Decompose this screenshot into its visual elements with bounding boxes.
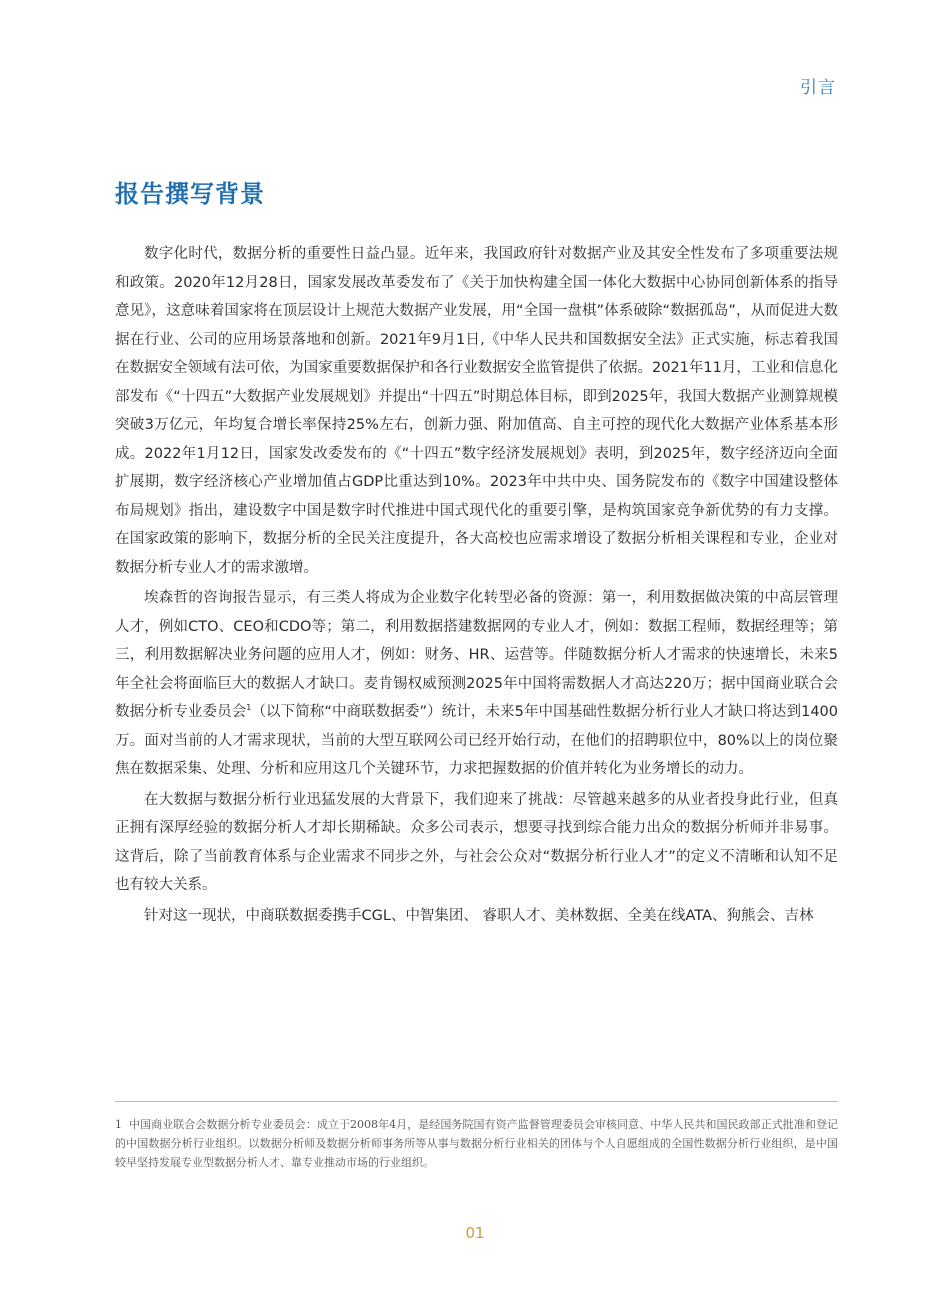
footnote-number: 1 bbox=[115, 1118, 122, 1131]
paragraph-2-text-after-note: （以下简称“中商联数据委”）统计，未来5年中国基础性数据分析行业人才缺口将达到1400万。面对当前的人才需求现状，当前的大型互联网公司已经开始行动，在他们的招聘职位中，80%以上的岗位聚焦在数据采集、处理、分析和应用这几个关键环节，力求把握数据的价值并转化为业务增长的动力。 bbox=[115, 704, 838, 777]
footnote-divider bbox=[115, 1101, 838, 1102]
footnote bbox=[115, 1115, 838, 1172]
body-text bbox=[115, 240, 838, 932]
page-title: 报告撰写背景 bbox=[115, 180, 265, 208]
section-label: 引言 bbox=[800, 78, 836, 98]
paragraph-3: 在大数据与数据分析行业迅猛发展的大背景下，我们迎来了挑战：尽管越来越多的从业者投身此行业，但真正拥有深厚经验的数据分析人才却长期稀缺。众多公司表示，想要寻找到综合能力出众的数据分析师并非易事。这背后，除了当前教育体系与企业需求不同步之外，与社会公众对“数据分析行业人才”的定义不清晰和认知不足也有较大关系。 bbox=[115, 791, 838, 893]
paragraph-2-text-before-note: 埃森哲的咨询报告显示，有三类人将成为企业数字化转型必备的资源：第一，利用数据做决策的中高层管理人才，例如CTO、CEO和CDO等；第二，利用数据搭建数据网的专业人才，例如：数据工程师，数据经理等；第三，利用数据解决业务问题的应用人才，例如：财务、HR、运营等。伴随数据分析人才需求的快速增长，未来5年全社会将面临巨大的数据人才缺口。麦肯锡权威预测2025年中国将需数据人才高达220万；据中国商业联合会数据分析专业委员会 bbox=[115, 590, 838, 720]
paragraph-1: 数字化时代，数据分析的重要性日益凸显。近年来，我国政府针对数据产业及其安全性发布了多项重要法规和政策。2020年12月28日，国家发展改革委发布了《关于加快构建全国一体化大数据中心协同创新体系的指导意见》，这意味着国家将在顶层设计上规范大数据产业发展，用“全国一盘棋”体系破除“数据孤岛”，从而促进大数据在行业、公司的应用场景落地和创新。2021年9月1日,《中华人民共和国数据安全法》正式实施，标志着我国在数据安全领域有法可依，为国家重要数据保护和各行业数据安全监管提供了依据。2021年11月，工业和信息化部发布《“十四五”大数据产业发展规划》并提出“十四五”时期总体目标，即到2025年，我国大数据产业测算规模突破3万亿元，年均复合增长率保持25%左右，创新力强、附加值高、自主可控的现代化大数据产业体系基本形成。2022年1月12日，国家发改委发布的《“十四五”数字经济发展规划》表明，到2025年，数字经济迈向全面扩展期，数字经济核心产业增加值占GDP比重达到10%。2023年中共中央、国务院发布的《数字中国建设整体布局规划》指出，建设数字中国是数字时代推进中国式现代化的重要引擎，是构筑国家竞争新优势的有力支撑。在国家政策的影响下，数据分析的全民关注度提升，各大高校也应需求增设了数据分析相关课程和专业，企业对数据分析专业人才的需求激增。 bbox=[115, 246, 838, 576]
page-number: 01 bbox=[465, 1224, 485, 1242]
footnote-marker[interactable]: 1 bbox=[246, 703, 252, 713]
paragraph-4: 针对这一现状，中商联数据委携手CGL、中智集团、 睿职人才、美林数据、全美在线ATA、狗熊会、吉林 bbox=[144, 907, 814, 924]
paragraph-2 bbox=[115, 584, 838, 784]
footnote-text: 中国商业联合会数据分析专业委员会：成立于2008年4月，是经国务院国有资产监督管理委员会审核同意、中华人民共和国民政部正式批准和登记的中国数据分析行业组织。以数据分析师及数据分析师事务所等从事与数据分析行业相关的团体与个人自愿组成的全国性数据分析行业组织，是中国较早坚持发展专业型数据分析人才、靠专业推动市场的行业组织。 bbox=[115, 1118, 838, 1169]
